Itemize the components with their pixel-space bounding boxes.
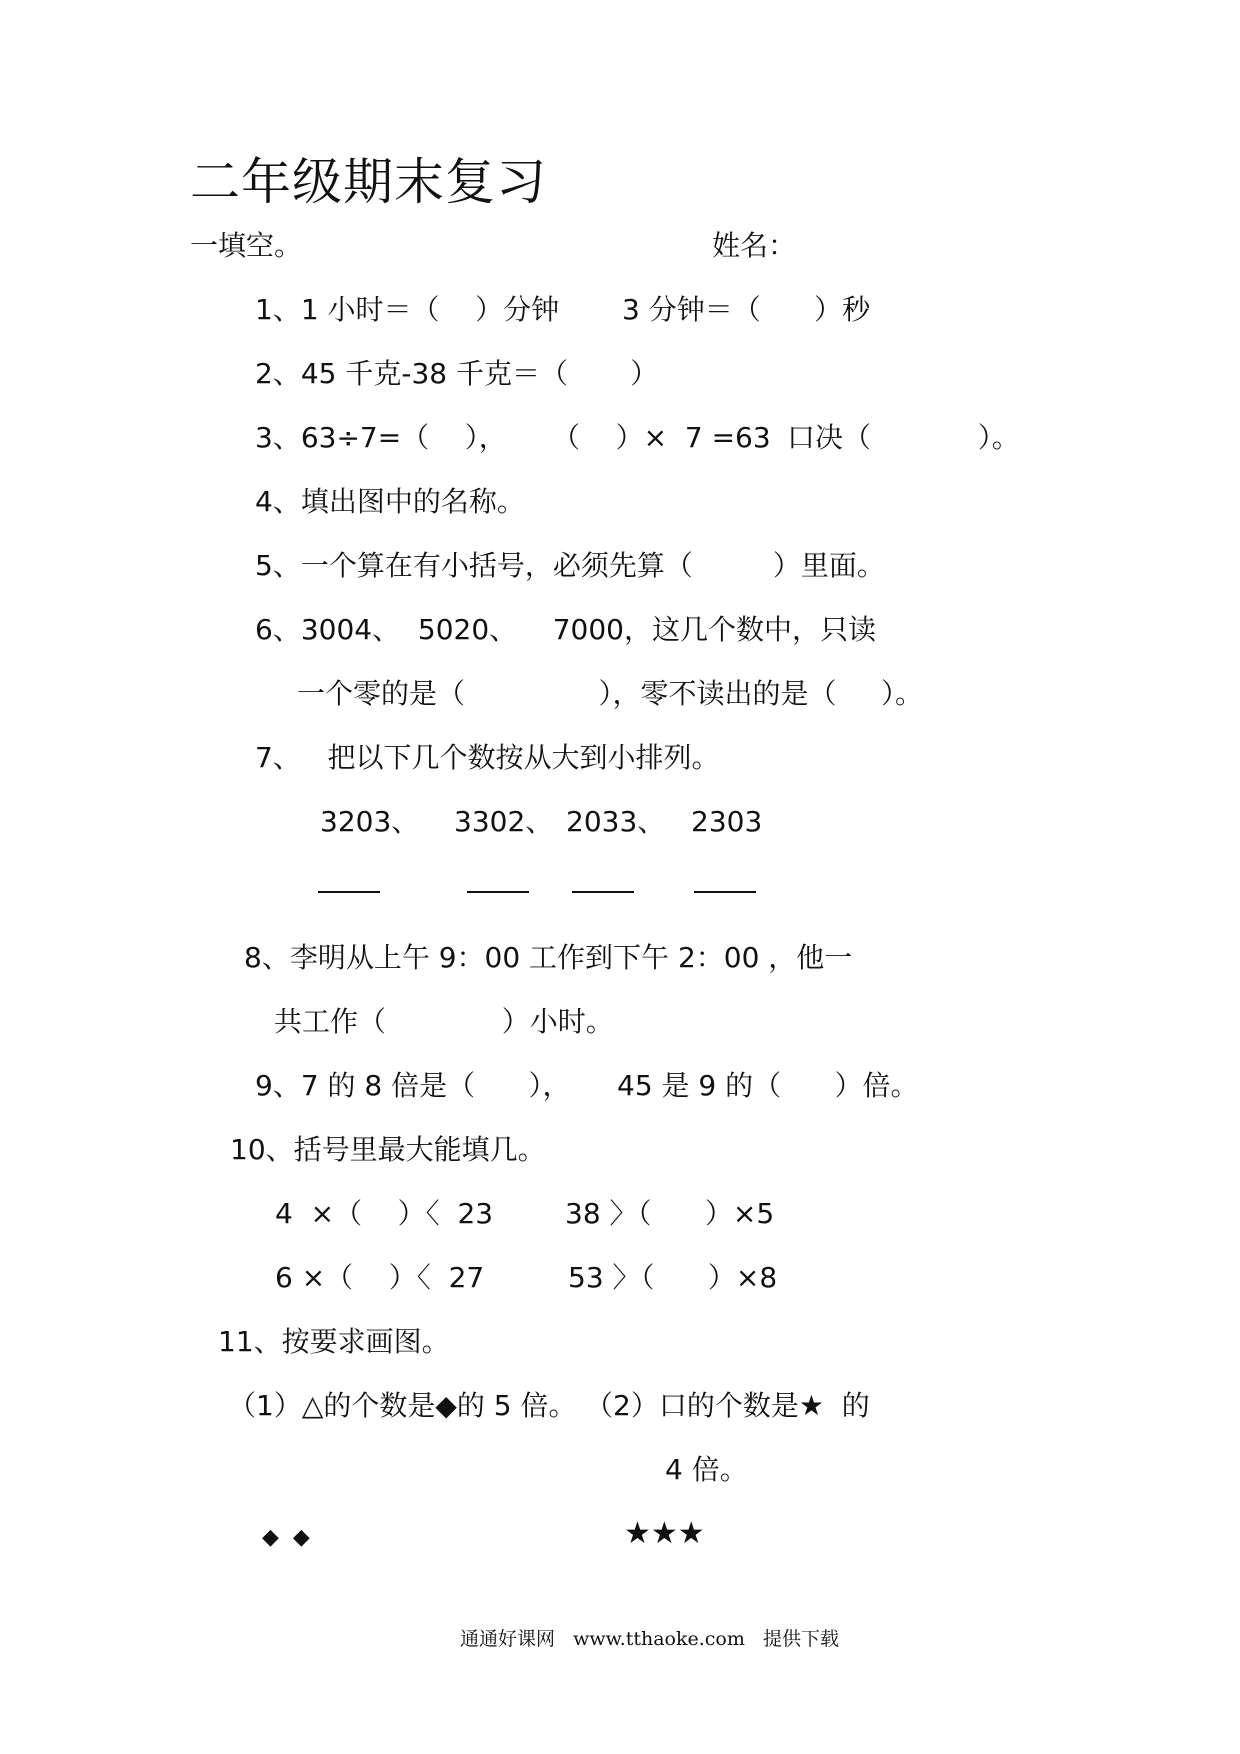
answer-blank-1 (318, 891, 380, 893)
answer-blank-3 (572, 891, 634, 893)
name-label: 姓名： (712, 229, 797, 262)
question-9-part-a: 9、7 的 8 倍是（ ）， (255, 1069, 571, 1102)
question-2: 2、45 千克-38 千克＝（ ） (255, 357, 659, 390)
question-11: 11、按要求画图。 (218, 1325, 450, 1358)
question-11-part-2: （2）口的个数是★ 的 (585, 1389, 870, 1422)
question-1-part-a: 1、1 小时＝（ ）分钟 (255, 293, 560, 326)
question-9-part-b: 45 是 9 的（ ）倍。 (617, 1069, 919, 1102)
question-10-row-1-right: 38 〉（ ）×5 (565, 1197, 775, 1230)
question-5: 5、一个算在有小括号，必须先算（ ）里面。 (255, 549, 885, 582)
question-6-line-1: 6、3004、 5020、 7000，这几个数中，只读 (255, 613, 876, 646)
q7-number-3: 2033、 (566, 805, 666, 838)
page-title: 二年级期末复习 (190, 153, 547, 211)
question-3-part-c: 口决（ ）。 (787, 421, 1020, 454)
question-8-line-1: 8、李明从上午 9：00 工作到下午 2：00 ，他一 (244, 941, 853, 974)
star-shapes: ★★★ (624, 1516, 705, 1551)
question-10: 10、括号里最大能填几。 (230, 1133, 546, 1166)
question-11-part-2-cont: 4 倍。 (665, 1453, 748, 1486)
q7-number-4: 2303 (691, 805, 763, 838)
answer-blank-2 (467, 891, 529, 893)
section-label: 一填空。 (190, 229, 303, 262)
question-6-line-2: 一个零的是（ ），零不读出的是（ ）。 (297, 677, 924, 710)
question-3-part-a: 3、63÷7=（ ）， (255, 421, 507, 454)
footer-credit: 通通好课网 www.tthaoke.com 提供下载 (460, 1628, 839, 1650)
question-1-part-b: 3 分钟＝（ ）秒 (622, 293, 871, 326)
question-4: 4、填出图中的名称。 (255, 485, 525, 518)
question-10-row-2-right: 53 〉（ ）×8 (568, 1261, 778, 1294)
question-7: 7、 把以下几个数按从大到小排列。 (255, 741, 720, 774)
question-11-part-1: （1）△的个数是◆的 5 倍。 (228, 1389, 577, 1422)
q7-number-2: 3302、 (454, 805, 554, 838)
question-10-row-2-left: 6 ×（ ）〈 27 (275, 1261, 485, 1294)
diamond-shapes: ◆ ◆ (262, 1525, 310, 1550)
question-10-row-1-left: 4 ×（ ）〈 23 (275, 1197, 494, 1230)
answer-blank-4 (694, 891, 756, 893)
question-8-line-2: 共工作（ ）小时。 (274, 1005, 614, 1038)
question-3-part-b: （ ）× 7 =63 (552, 421, 771, 454)
q7-number-1: 3203、 (320, 805, 420, 838)
